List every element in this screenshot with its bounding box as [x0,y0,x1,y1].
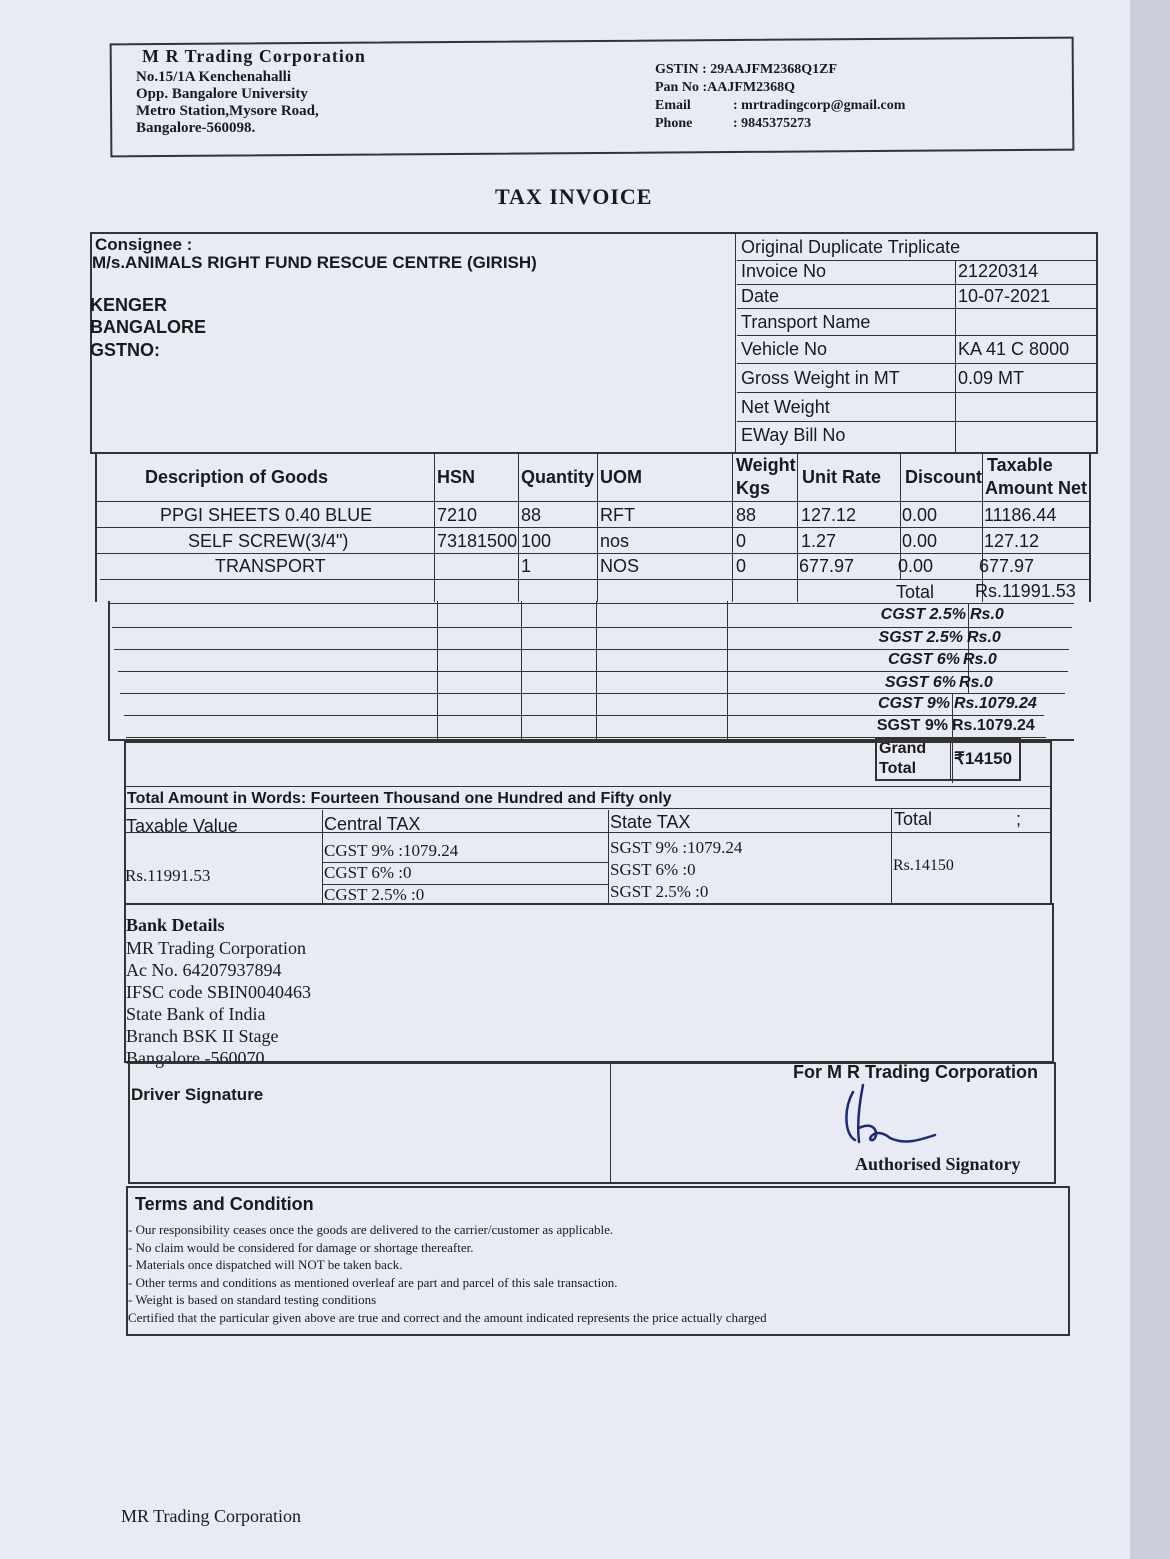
header-uom: UOM [600,467,642,487]
row3-discount: 0.00 [898,556,934,576]
row1-unit-rate: 127.12 [801,505,857,525]
tax-value-2: Rs.0 [967,629,1001,646]
state-tax-values: SGST 9% :1079.24 SGST 6% :0 SGST 2.5% :0 [610,838,743,901]
row1-uom: RFT [600,505,635,525]
phone-row: Phone : 9845375273 [655,116,812,131]
meta-invoice-label: Invoice No [741,261,827,281]
tax-value-1: Rs.0 [970,606,1004,623]
document-title: TAX INVOICE [495,184,653,209]
meta-net-label: Net Weight [741,397,830,417]
row2-unit-rate: 1.27 [801,531,837,551]
email-row: Email : mrtradingcorp@gmail.com [655,98,906,113]
company-address: No.15/1A Kenchenahalli Opp. Bangalore University Metro Station,Mysore Road, Bangalore-560098. [136,69,319,136]
grand-total-label-2: Total [879,760,917,777]
meta-invoice-value: 21220314 [958,261,1039,281]
bank-lines: MR Trading Corporation Ac No. 64207937894 IFSC code SBIN0040463 State Bank of India Branch BSK II Stage Bangalore -560070 [126,938,312,1068]
authorised-signatory-label: Authorised Signatory [855,1154,1021,1174]
row1-weight: 88 [736,505,757,525]
tax-value-5: Rs.1079.24 [954,695,1037,712]
consignee-line2: BANGALORE [90,317,206,337]
consignee-name: M/s.ANIMALS RIGHT FUND RESCUE CENTRE (GIRISH) [92,253,537,272]
row3-uom: NOS [600,556,640,576]
row2-quantity: 100 [521,531,552,551]
state-tax-label: State TAX [610,812,691,832]
header-amount-net: Amount Net [985,478,1087,498]
copy-type: Original Duplicate Triplicate [741,237,961,257]
meta-date-label: Date [741,286,780,306]
grand-total-value: ₹14150 [954,749,1013,768]
tax-label-1: CGST 2.5% [880,606,966,623]
row3-description: TRANSPORT [215,556,326,576]
company-ids [655,61,905,133]
header-hsn: HSN [437,467,476,487]
central-tax-label: Central TAX [324,814,421,834]
tax-label-6: SGST 9% [876,717,948,734]
company-name: M R Trading Corporation [142,46,366,66]
consignee-line1: KENGER [90,295,168,315]
meta-vehicle-value: KA 41 C 8000 [958,339,1070,359]
row1-hsn: 7210 [437,505,478,525]
bank-title: Bank Details [126,915,225,935]
taxable-value-label: Taxable Value [126,816,238,836]
row1-description: PPGI SHEETS 0.40 BLUE [160,505,373,525]
amount-in-words: Total Amount in Words: Fourteen Thousand one Hundred and Fifty only [127,790,672,807]
row3-unit-rate: 677.97 [799,556,855,576]
subtotal-label: Total [896,582,935,602]
row1-amount: 11186.44 [984,505,1057,525]
tax-value-3: Rs.0 [963,651,997,668]
meta-gross-value: 0.09 MT [958,368,1025,388]
tax-label-4: SGST 6% [884,674,956,691]
total-label: Total [894,809,933,829]
for-company-label: For M R Trading Corporation [793,1062,1038,1082]
row3-amount: 677.97 [979,556,1035,576]
consignee-gst: GSTNO: [90,340,160,360]
row2-uom: nos [600,531,630,551]
row3-quantity: 1 [521,556,532,576]
row3-weight: 0 [736,556,747,576]
row2-weight: 0 [736,531,747,551]
tax-value-6: Rs.1079.24 [952,717,1035,734]
total-separator: ; [1016,809,1022,829]
meta-gross-label: Gross Weight in MT [741,368,900,388]
grand-total-label: Grand [879,740,927,757]
header-description: Description of Goods [145,467,329,487]
meta-date-value: 10-07-2021 [958,286,1051,306]
header-weight-unit: Kgs [736,478,771,498]
header-quantity: Quantity [521,467,595,487]
tax-label-3: CGST 6% [887,651,960,668]
subtotal-value: Rs.11991.53 [975,581,1076,601]
central-tax-values: CGST 9% :1079.24 CGST 6% :0 CGST 2.5% :0 [324,841,459,904]
row2-amount: 127.12 [984,531,1040,551]
meta-vehicle-label: Vehicle No [741,339,828,359]
terms-title: Terms and Condition [135,1194,314,1214]
header-discount: Discount [905,467,983,487]
row2-discount: 0.00 [902,531,938,551]
footer-company: MR Trading Corporation [121,1506,302,1526]
gstin: GSTIN : 29AAJFM2368Q1ZF [655,62,837,77]
pan-no: Pan No :AAJFM2368Q [655,80,795,95]
paper-edge [1130,0,1170,1559]
taxable-value: Rs.11991.53 [125,866,211,885]
driver-signature-label: Driver Signature [131,1085,264,1104]
total-value: Rs.14150 [893,857,954,874]
row2-description: SELF SCREW(3/4") [188,531,349,551]
authorised-signature-mark [835,1080,945,1150]
row1-quantity: 88 [521,505,542,525]
header-taxable: Taxable [987,455,1053,475]
row1-discount: 0.00 [902,505,938,525]
meta-transport-label: Transport Name [741,312,871,332]
consignee-label: Consignee : [95,235,193,254]
terms-lines: - Our responsibility ceases once the goods are delivered to the carrier/customer as applicable. - No claim would be considered for damage or shortage thereafter. - Materials once dispatched will NOT be taken back. - Other terms and conditions as mentioned overleaf are part and parcel of this sale transaction. - Weight is based on standard testing conditions Certified that the particular given above are true and correct and the amount indicated represents the price actually charged [128,1222,767,1325]
header-unit-rate: Unit Rate [802,467,882,487]
header-weight: Weight [736,455,796,475]
row2-hsn: 73181500 [437,531,518,551]
meta-eway-label: EWay Bill No [741,425,846,445]
tax-label-2: SGST 2.5% [878,629,963,646]
tax-label-5: CGST 9% [877,695,950,712]
tax-value-4: Rs.0 [959,674,993,691]
